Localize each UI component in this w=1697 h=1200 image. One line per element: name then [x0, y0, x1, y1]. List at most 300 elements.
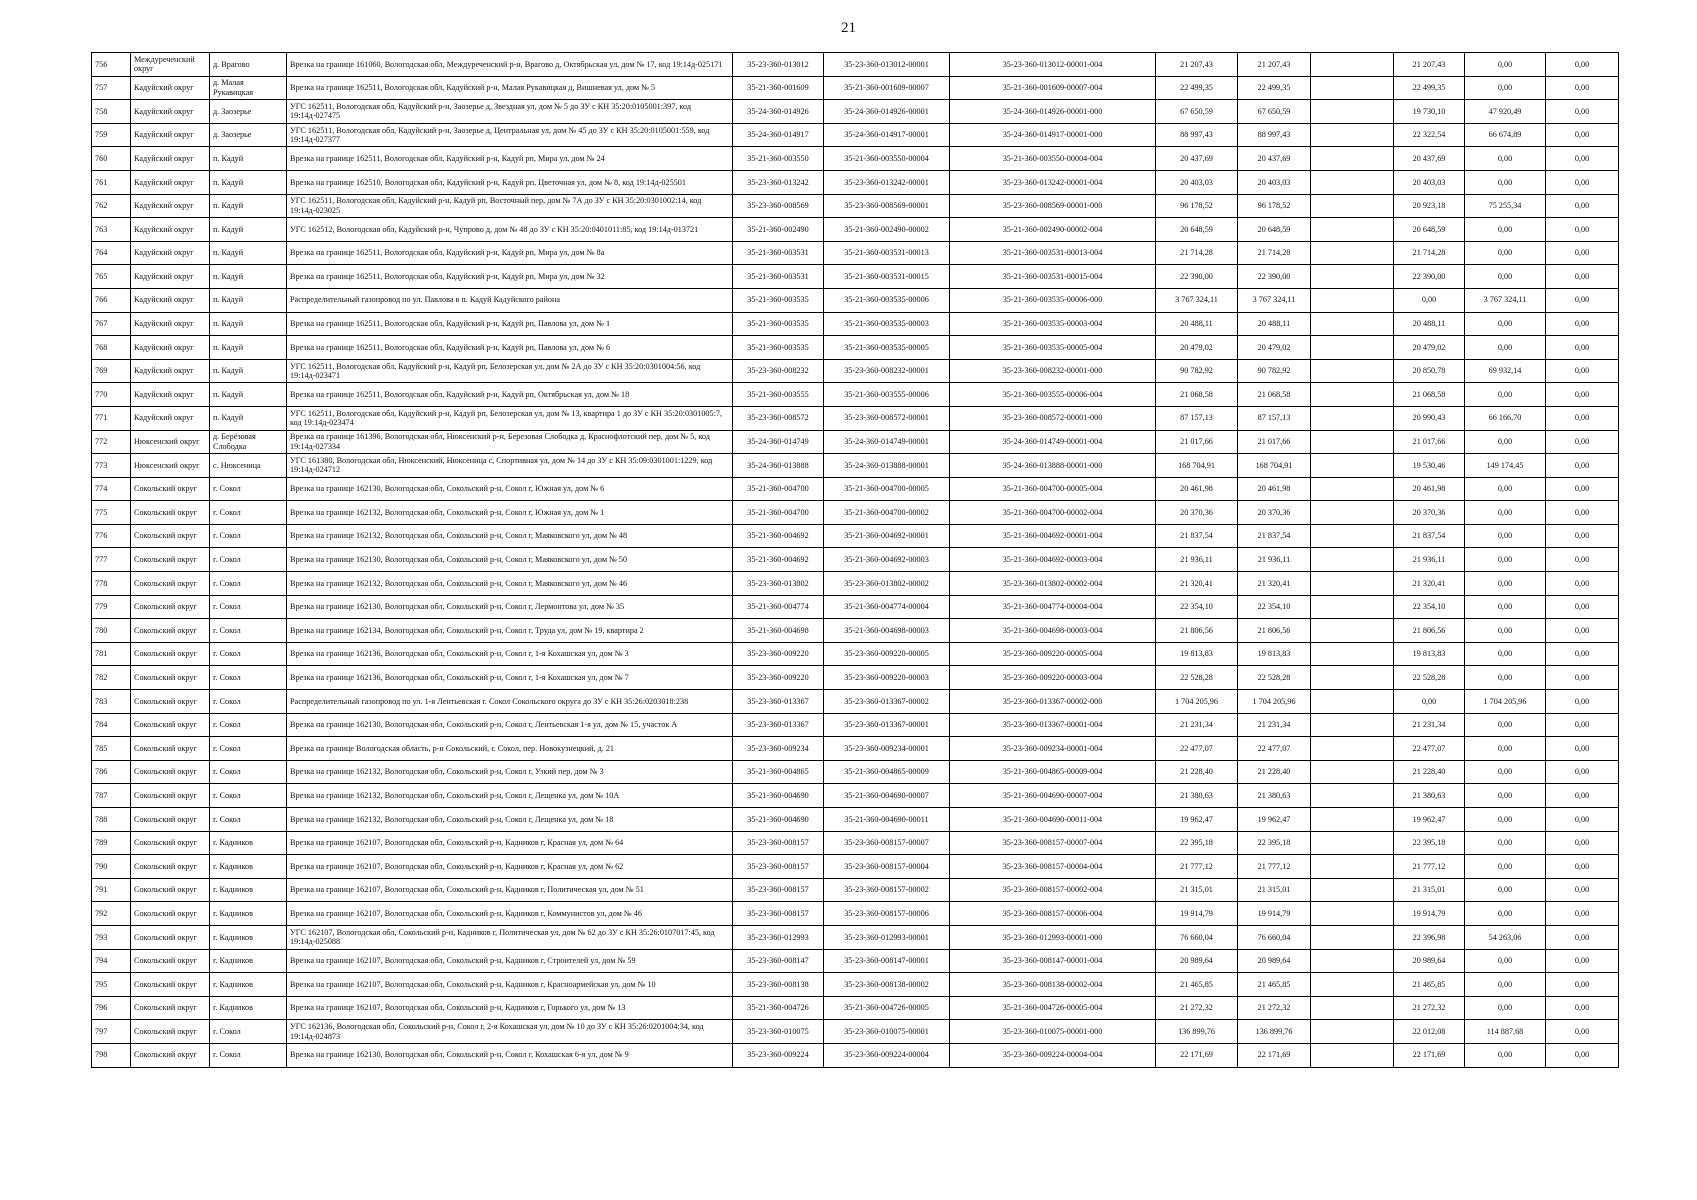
table-row — [92, 595, 1619, 619]
table-row — [92, 1020, 1619, 1044]
cell-settlement: п. Кадуй — [210, 147, 287, 171]
cell-value-total: 3 767 324,11 — [1156, 288, 1238, 312]
cell-row-number: 766 — [92, 288, 131, 312]
cell-value-b — [1311, 194, 1394, 218]
table-row — [92, 808, 1619, 832]
table-row — [92, 501, 1619, 525]
cell-code: 35-24-360-014749 — [733, 430, 824, 454]
cell-code: 35-23-360-013367 — [733, 690, 824, 714]
cell-value-d: 0,00 — [1465, 949, 1546, 973]
cell-code: 35-21-360-004865 — [733, 760, 824, 784]
cell-element-code: 35-23-360-009220-00005-004 — [950, 642, 1156, 666]
table-row — [92, 100, 1619, 124]
cell-value-c: 22 528,28 — [1394, 666, 1465, 690]
cell-value-e: 0,00 — [1546, 501, 1619, 525]
cell-value-a: 19 813,83 — [1238, 642, 1311, 666]
cell-value-c: 22 322,54 — [1394, 123, 1465, 147]
cell-district: Кадуйский округ — [131, 76, 210, 100]
cell-value-d: 3 767 324,11 — [1465, 288, 1546, 312]
cell-element-code: 35-23-360-013367-00001-004 — [950, 713, 1156, 737]
cell-value-b — [1311, 501, 1394, 525]
cell-code: 35-23-360-013242 — [733, 170, 824, 194]
cell-value-e: 0,00 — [1546, 548, 1619, 572]
cell-value-d: 0,00 — [1465, 170, 1546, 194]
cell-value-total: 88 997,43 — [1156, 123, 1238, 147]
table-row — [92, 477, 1619, 501]
cell-object-description: Врезка на границе 161060, Вологодская обл, Междуреченский р-н, Врагово д, Октябрьская ул, дом № 17, код 19:14д-025171 — [287, 53, 733, 77]
table-row — [92, 784, 1619, 808]
cell-settlement: п. Кадуй — [210, 194, 287, 218]
cell-value-e: 0,00 — [1546, 265, 1619, 289]
cell-row-number: 756 — [92, 53, 131, 77]
cell-value-d: 149 174,45 — [1465, 454, 1546, 478]
cell-value-a: 21 380,63 — [1238, 784, 1311, 808]
cell-row-number: 777 — [92, 548, 131, 572]
cell-object-code: 35-23-360-008569-00001 — [824, 194, 950, 218]
table-row — [92, 878, 1619, 902]
cell-object-code: 35-21-360-004865-00009 — [824, 760, 950, 784]
cell-value-e: 0,00 — [1546, 100, 1619, 124]
cell-value-total: 21 228,40 — [1156, 760, 1238, 784]
cell-value-a: 22 395,18 — [1238, 831, 1311, 855]
cell-object-description: УГС 162511, Вологодская обл, Кадуйский р-н, Заозерье д, Центральная ул, дом № 45 до ЗУ с КН 35:20:0105001:559, код 19:14д-027377 — [287, 123, 733, 147]
table-row — [92, 949, 1619, 973]
cell-value-total: 21 806,56 — [1156, 619, 1238, 643]
cell-value-d: 0,00 — [1465, 713, 1546, 737]
cell-object-description: Врезка на границе 162132, Вологодская обл, Сокольский р-н, Сокол г, Маяковского ул, дом № 46 — [287, 572, 733, 596]
table-row — [92, 147, 1619, 171]
cell-object-description: Врезка на границе 162132, Вологодская обл, Сокольский р-н, Сокол г, Узкий пер, дом № 3 — [287, 760, 733, 784]
table-row — [92, 642, 1619, 666]
cell-object-code: 35-23-360-009234-00001 — [824, 737, 950, 761]
cell-value-c: 20 648,59 — [1394, 218, 1465, 242]
cell-value-e: 0,00 — [1546, 430, 1619, 454]
cell-district: Сокольский округ — [131, 831, 210, 855]
table-row — [92, 194, 1619, 218]
cell-value-total: 22 477,07 — [1156, 737, 1238, 761]
cell-value-e: 0,00 — [1546, 808, 1619, 832]
cell-object-code: 35-23-360-008157-00006 — [824, 902, 950, 926]
cell-value-c: 22 354,10 — [1394, 595, 1465, 619]
cell-object-description: Врезка на границе 162511, Вологодская обл, Кадуйский р-н, Кадуй рп, Павлова ул, дом № 6 — [287, 336, 733, 360]
cell-district: Сокольский округ — [131, 973, 210, 997]
cell-value-a: 3 767 324,11 — [1238, 288, 1311, 312]
table-row — [92, 619, 1619, 643]
cell-code: 35-24-360-014917 — [733, 123, 824, 147]
cell-code: 35-23-360-009234 — [733, 737, 824, 761]
cell-object-description: Врезка на границе 162107, Вологодская обл, Сокольский р-н, Кадников г, Красная ул, дом № 62 — [287, 855, 733, 879]
cell-row-number: 797 — [92, 1020, 131, 1044]
cell-value-a: 22 171,69 — [1238, 1043, 1311, 1067]
cell-value-b — [1311, 642, 1394, 666]
cell-value-e: 0,00 — [1546, 760, 1619, 784]
cell-district: Сокольский округ — [131, 902, 210, 926]
cell-row-number: 784 — [92, 713, 131, 737]
cell-code: 35-21-360-003550 — [733, 147, 824, 171]
cell-value-e: 0,00 — [1546, 218, 1619, 242]
cell-value-d: 0,00 — [1465, 784, 1546, 808]
cell-object-description: Врезка на границе 162132, Вологодская обл, Сокольский р-н, Сокол г, Южная ул, дом № 1 — [287, 501, 733, 525]
cell-value-d: 0,00 — [1465, 524, 1546, 548]
cell-code: 35-23-360-013802 — [733, 572, 824, 596]
cell-value-d: 0,00 — [1465, 501, 1546, 525]
cell-element-code: 35-24-360-014926-00001-000 — [950, 100, 1156, 124]
cell-settlement: п. Кадуй — [210, 265, 287, 289]
cell-value-b — [1311, 359, 1394, 383]
table-row — [92, 548, 1619, 572]
table-row — [92, 312, 1619, 336]
cell-district: Сокольский округ — [131, 501, 210, 525]
asset-table — [91, 52, 1619, 1068]
cell-row-number: 792 — [92, 902, 131, 926]
cell-value-c: 20 461,98 — [1394, 477, 1465, 501]
cell-value-b — [1311, 1020, 1394, 1044]
cell-code: 35-21-360-004692 — [733, 548, 824, 572]
table-row — [92, 383, 1619, 407]
cell-district: Нюксенский округ — [131, 430, 210, 454]
cell-value-d: 0,00 — [1465, 878, 1546, 902]
cell-value-c: 22 390,00 — [1394, 265, 1465, 289]
table-row — [92, 831, 1619, 855]
cell-value-c: 0,00 — [1394, 690, 1465, 714]
cell-value-a: 168 704,91 — [1238, 454, 1311, 478]
cell-value-c: 21 714,28 — [1394, 241, 1465, 265]
cell-value-total: 20 488,11 — [1156, 312, 1238, 336]
cell-value-e: 0,00 — [1546, 737, 1619, 761]
cell-value-c: 21 315,01 — [1394, 878, 1465, 902]
cell-object-description: Врезка на границе 162510, Вологодская обл, Кадуйский р-н, Кадуй рп, Цветочная ул, дом № 8, код 19:14д-025501 — [287, 170, 733, 194]
cell-settlement: г. Кадников — [210, 831, 287, 855]
cell-settlement: г. Кадников — [210, 855, 287, 879]
cell-row-number: 794 — [92, 949, 131, 973]
cell-value-a: 22 390,00 — [1238, 265, 1311, 289]
cell-value-d: 0,00 — [1465, 855, 1546, 879]
cell-value-a: 21 936,11 — [1238, 548, 1311, 572]
cell-value-c: 21 837,54 — [1394, 524, 1465, 548]
cell-value-b — [1311, 925, 1394, 949]
cell-value-e: 0,00 — [1546, 666, 1619, 690]
cell-object-code: 35-24-360-014917-00001 — [824, 123, 950, 147]
table-row — [92, 265, 1619, 289]
cell-row-number: 782 — [92, 666, 131, 690]
cell-row-number: 774 — [92, 477, 131, 501]
cell-value-total: 21 777,12 — [1156, 855, 1238, 879]
cell-value-total: 22 390,00 — [1156, 265, 1238, 289]
table-row — [92, 760, 1619, 784]
cell-value-total: 21 714,28 — [1156, 241, 1238, 265]
cell-row-number: 758 — [92, 100, 131, 124]
cell-value-e: 0,00 — [1546, 359, 1619, 383]
cell-object-code: 35-21-360-003535-00003 — [824, 312, 950, 336]
cell-value-c: 0,00 — [1394, 288, 1465, 312]
cell-district: Сокольский округ — [131, 477, 210, 501]
cell-settlement: г. Сокол — [210, 808, 287, 832]
cell-code: 35-24-360-013888 — [733, 454, 824, 478]
cell-value-total: 21 936,11 — [1156, 548, 1238, 572]
cell-object-code: 35-23-360-008572-00001 — [824, 406, 950, 430]
cell-value-d: 66 674,89 — [1465, 123, 1546, 147]
cell-value-d: 0,00 — [1465, 430, 1546, 454]
cell-value-e: 0,00 — [1546, 406, 1619, 430]
cell-value-c: 21 228,40 — [1394, 760, 1465, 784]
cell-value-b — [1311, 949, 1394, 973]
cell-district: Сокольский округ — [131, 642, 210, 666]
cell-district: Сокольский округ — [131, 524, 210, 548]
cell-element-code: 35-23-360-013012-00001-004 — [950, 53, 1156, 77]
cell-settlement: г. Кадников — [210, 996, 287, 1020]
table-row — [92, 572, 1619, 596]
cell-object-description: УГС 162511, Вологодская обл, Кадуйский р-н, Заозерье д, Звездная ул, дом № 5 до ЗУ с КН 35:20:0105001:397, код 19:14д-027475 — [287, 100, 733, 124]
cell-value-e: 0,00 — [1546, 194, 1619, 218]
cell-district: Сокольский округ — [131, 760, 210, 784]
cell-value-e: 0,00 — [1546, 477, 1619, 501]
cell-code: 35-23-360-008157 — [733, 878, 824, 902]
table-row — [92, 218, 1619, 242]
cell-settlement: г. Сокол — [210, 501, 287, 525]
cell-value-e: 0,00 — [1546, 973, 1619, 997]
cell-value-a: 21 207,43 — [1238, 53, 1311, 77]
cell-value-total: 168 704,91 — [1156, 454, 1238, 478]
table-row — [92, 690, 1619, 714]
cell-object-code: 35-21-360-004698-00003 — [824, 619, 950, 643]
cell-row-number: 787 — [92, 784, 131, 808]
cell-value-d: 0,00 — [1465, 147, 1546, 171]
cell-value-d: 0,00 — [1465, 548, 1546, 572]
cell-object-code: 35-21-360-004692-00003 — [824, 548, 950, 572]
cell-code: 35-21-360-001609 — [733, 76, 824, 100]
cell-value-c: 21 806,56 — [1394, 619, 1465, 643]
cell-value-total: 21 837,54 — [1156, 524, 1238, 548]
cell-district: Сокольский округ — [131, 949, 210, 973]
cell-value-d: 0,00 — [1465, 902, 1546, 926]
cell-settlement: г. Сокол — [210, 784, 287, 808]
cell-district: Кадуйский округ — [131, 406, 210, 430]
cell-element-code: 35-23-360-012993-00001-000 — [950, 925, 1156, 949]
cell-object-code: 35-23-360-013367-00002 — [824, 690, 950, 714]
cell-value-e: 0,00 — [1546, 619, 1619, 643]
cell-value-total: 21 320,41 — [1156, 572, 1238, 596]
cell-element-code: 35-23-360-009220-00003-004 — [950, 666, 1156, 690]
cell-value-total: 20 370,36 — [1156, 501, 1238, 525]
cell-value-b — [1311, 76, 1394, 100]
cell-value-b — [1311, 336, 1394, 360]
cell-row-number: 795 — [92, 973, 131, 997]
cell-settlement: г. Сокол — [210, 1043, 287, 1067]
table-row — [92, 123, 1619, 147]
cell-district: Сокольский округ — [131, 1043, 210, 1067]
cell-value-c: 21 320,41 — [1394, 572, 1465, 596]
cell-object-description: УГС 162136, Вологодская обл, Сокольский р-н, Сокол г, 2-я Кохашская ул, дом № 10 до ЗУ с КН 35:26:0201004:34, код 19:14д-024873 — [287, 1020, 733, 1044]
cell-value-c: 22 396,98 — [1394, 925, 1465, 949]
cell-value-a: 21 272,32 — [1238, 996, 1311, 1020]
cell-value-c: 21 380,63 — [1394, 784, 1465, 808]
cell-settlement: п. Кадуй — [210, 312, 287, 336]
cell-value-c: 21 017,66 — [1394, 430, 1465, 454]
cell-value-b — [1311, 265, 1394, 289]
cell-element-code: 35-21-360-004700-00002-004 — [950, 501, 1156, 525]
cell-value-b — [1311, 123, 1394, 147]
cell-object-code: 35-23-360-012993-00001 — [824, 925, 950, 949]
cell-value-total: 90 782,92 — [1156, 359, 1238, 383]
cell-element-code: 35-23-360-013242-00001-004 — [950, 170, 1156, 194]
cell-value-e: 0,00 — [1546, 241, 1619, 265]
cell-value-b — [1311, 784, 1394, 808]
cell-object-description: Врезка на границе 162107, Вологодская обл, Сокольский р-н, Кадников г, Горького ул, дом № 13 — [287, 996, 733, 1020]
cell-value-c: 19 962,47 — [1394, 808, 1465, 832]
cell-value-b — [1311, 454, 1394, 478]
cell-object-code: 35-23-360-008157-00002 — [824, 878, 950, 902]
table-row — [92, 996, 1619, 1020]
cell-value-e: 0,00 — [1546, 878, 1619, 902]
cell-object-description: УГС 161380, Вологодская обл, Нюксенский, Нюксеница с, Спортивная ул, дом № 14 до ЗУ с КН 35:09:0301001:1229, код 19:14д-024712 — [287, 454, 733, 478]
cell-object-code: 35-21-360-003555-00006 — [824, 383, 950, 407]
cell-value-total: 21 231,34 — [1156, 713, 1238, 737]
cell-object-description: Врезка на границе 162130, Вологодская обл, Сокольский р-н, Сокол г, Южная ул, дом № 6 — [287, 477, 733, 501]
cell-code: 35-23-360-013012 — [733, 53, 824, 77]
cell-value-total: 20 437,69 — [1156, 147, 1238, 171]
cell-value-total: 19 962,47 — [1156, 808, 1238, 832]
cell-value-a: 96 178,52 — [1238, 194, 1311, 218]
cell-value-c: 20 850,78 — [1394, 359, 1465, 383]
cell-value-d: 0,00 — [1465, 572, 1546, 596]
cell-value-d: 66 166,70 — [1465, 406, 1546, 430]
cell-settlement: д. Врагово — [210, 53, 287, 77]
cell-value-c: 20 488,11 — [1394, 312, 1465, 336]
cell-value-a: 21 837,54 — [1238, 524, 1311, 548]
cell-value-total: 20 989,64 — [1156, 949, 1238, 973]
cell-value-a: 20 461,98 — [1238, 477, 1311, 501]
cell-object-description: Врезка на границе 162136, Вологодская обл, Сокольский р-н, Сокол г, 1-я Кохашская ул, дом № 3 — [287, 642, 733, 666]
cell-element-code: 35-23-360-009234-00001-004 — [950, 737, 1156, 761]
cell-settlement: г. Сокол — [210, 1020, 287, 1044]
cell-district: Кадуйский округ — [131, 218, 210, 242]
cell-object-description: Врезка на границе 162107, Вологодская обл, Сокольский р-н, Кадников г, Политическая ул, дом № 51 — [287, 878, 733, 902]
cell-district: Кадуйский округ — [131, 336, 210, 360]
cell-row-number: 776 — [92, 524, 131, 548]
cell-settlement: д. Берёзовая Слободка — [210, 430, 287, 454]
cell-value-e: 0,00 — [1546, 123, 1619, 147]
cell-settlement: г. Кадников — [210, 949, 287, 973]
cell-value-total: 21 017,66 — [1156, 430, 1238, 454]
cell-value-e: 0,00 — [1546, 831, 1619, 855]
cell-value-a: 21 315,01 — [1238, 878, 1311, 902]
cell-value-total: 22 354,10 — [1156, 595, 1238, 619]
cell-district: Кадуйский округ — [131, 147, 210, 171]
cell-value-c: 21 936,11 — [1394, 548, 1465, 572]
cell-object-description: Врезка на границе 162107, Вологодская обл, Сокольский р-н, Кадников г, Коммунистов ул, дом № 46 — [287, 902, 733, 926]
cell-value-e: 0,00 — [1546, 1043, 1619, 1067]
cell-value-a: 21 777,12 — [1238, 855, 1311, 879]
cell-value-total: 21 272,32 — [1156, 996, 1238, 1020]
cell-value-total: 21 465,85 — [1156, 973, 1238, 997]
cell-row-number: 760 — [92, 147, 131, 171]
cell-value-e: 0,00 — [1546, 147, 1619, 171]
cell-value-total: 20 403,03 — [1156, 170, 1238, 194]
cell-value-a: 21 228,40 — [1238, 760, 1311, 784]
cell-code: 35-23-360-008569 — [733, 194, 824, 218]
cell-value-d: 0,00 — [1465, 1043, 1546, 1067]
cell-element-code: 35-24-360-013888-00001-000 — [950, 454, 1156, 478]
cell-row-number: 786 — [92, 760, 131, 784]
cell-element-code: 35-21-360-004690-00011-004 — [950, 808, 1156, 832]
cell-value-e: 0,00 — [1546, 690, 1619, 714]
cell-value-a: 21 017,66 — [1238, 430, 1311, 454]
cell-value-a: 22 477,07 — [1238, 737, 1311, 761]
cell-object-description: УГС 162512, Вологодская обл, Кадуйский р-н, Чупрово д, дом № 48 до ЗУ с КН 35:20:0401011:85, код 19:14д-013721 — [287, 218, 733, 242]
cell-value-c: 20 403,03 — [1394, 170, 1465, 194]
cell-code: 35-23-360-008157 — [733, 902, 824, 926]
cell-value-a: 20 989,64 — [1238, 949, 1311, 973]
cell-district: Сокольский округ — [131, 572, 210, 596]
cell-object-code: 35-21-360-003535-00006 — [824, 288, 950, 312]
cell-settlement: п. Кадуй — [210, 218, 287, 242]
table-row — [92, 1043, 1619, 1067]
cell-value-a: 22 499,35 — [1238, 76, 1311, 100]
cell-value-a: 22 354,10 — [1238, 595, 1311, 619]
cell-value-c: 21 207,43 — [1394, 53, 1465, 77]
cell-element-code: 35-21-360-001609-00007-004 — [950, 76, 1156, 100]
cell-value-a: 21 714,28 — [1238, 241, 1311, 265]
cell-row-number: 785 — [92, 737, 131, 761]
cell-row-number: 759 — [92, 123, 131, 147]
cell-object-code: 35-21-360-004774-00004 — [824, 595, 950, 619]
cell-code: 35-21-360-004726 — [733, 996, 824, 1020]
cell-value-e: 0,00 — [1546, 76, 1619, 100]
cell-value-total: 76 660,04 — [1156, 925, 1238, 949]
cell-district: Междуреченский округ — [131, 53, 210, 77]
cell-object-code: 35-21-360-004690-00007 — [824, 784, 950, 808]
cell-value-d: 0,00 — [1465, 595, 1546, 619]
cell-element-code: 35-23-360-008569-00001-000 — [950, 194, 1156, 218]
cell-object-code: 35-21-360-004700-00002 — [824, 501, 950, 525]
cell-object-description: УГС 162511, Вологодская обл, Кадуйский р-н, Кадуй рп, Белозерская ул, дом № 2А до ЗУ с КН 35:20:0301004:56, код 19:14д-023471 — [287, 359, 733, 383]
cell-row-number: 789 — [92, 831, 131, 855]
cell-value-b — [1311, 218, 1394, 242]
cell-value-total: 19 914,79 — [1156, 902, 1238, 926]
cell-district: Кадуйский округ — [131, 241, 210, 265]
cell-value-c: 22 171,69 — [1394, 1043, 1465, 1067]
cell-value-d: 0,00 — [1465, 619, 1546, 643]
cell-object-code: 35-21-360-004726-00005 — [824, 996, 950, 1020]
cell-settlement: г. Сокол — [210, 760, 287, 784]
cell-object-description: Врезка на границе Вологодская область, р-н Сокольский, г. Сокол, пер. Новокузнецкий, д. 21 — [287, 737, 733, 761]
cell-value-c: 20 923,18 — [1394, 194, 1465, 218]
cell-row-number: 793 — [92, 925, 131, 949]
cell-district: Кадуйский округ — [131, 288, 210, 312]
cell-row-number: 762 — [92, 194, 131, 218]
cell-object-code: 35-21-360-001609-00007 — [824, 76, 950, 100]
cell-row-number: 791 — [92, 878, 131, 902]
table-row — [92, 454, 1619, 478]
cell-value-c: 21 777,12 — [1394, 855, 1465, 879]
cell-row-number: 778 — [92, 572, 131, 596]
cell-value-d: 0,00 — [1465, 312, 1546, 336]
cell-object-code: 35-23-360-009224-00004 — [824, 1043, 950, 1067]
cell-district: Кадуйский округ — [131, 123, 210, 147]
cell-value-d: 0,00 — [1465, 336, 1546, 360]
cell-object-code: 35-21-360-002490-00002 — [824, 218, 950, 242]
cell-value-e: 0,00 — [1546, 383, 1619, 407]
cell-row-number: 764 — [92, 241, 131, 265]
cell-value-a: 1 704 205,96 — [1238, 690, 1311, 714]
cell-object-description: Врезка на границе 162511, Вологодская обл, Кадуйский р-н, Кадуй рп, Мира ул, дом № 24 — [287, 147, 733, 171]
cell-value-b — [1311, 713, 1394, 737]
cell-object-description: Врезка на границе 162130, Вологодская обл, Сокольский р-н, Сокол г, Лентьевская 1-я ул, дом № 15, участок А — [287, 713, 733, 737]
cell-value-b — [1311, 406, 1394, 430]
cell-row-number: 779 — [92, 595, 131, 619]
cell-settlement: п. Кадуй — [210, 359, 287, 383]
cell-value-e: 0,00 — [1546, 949, 1619, 973]
